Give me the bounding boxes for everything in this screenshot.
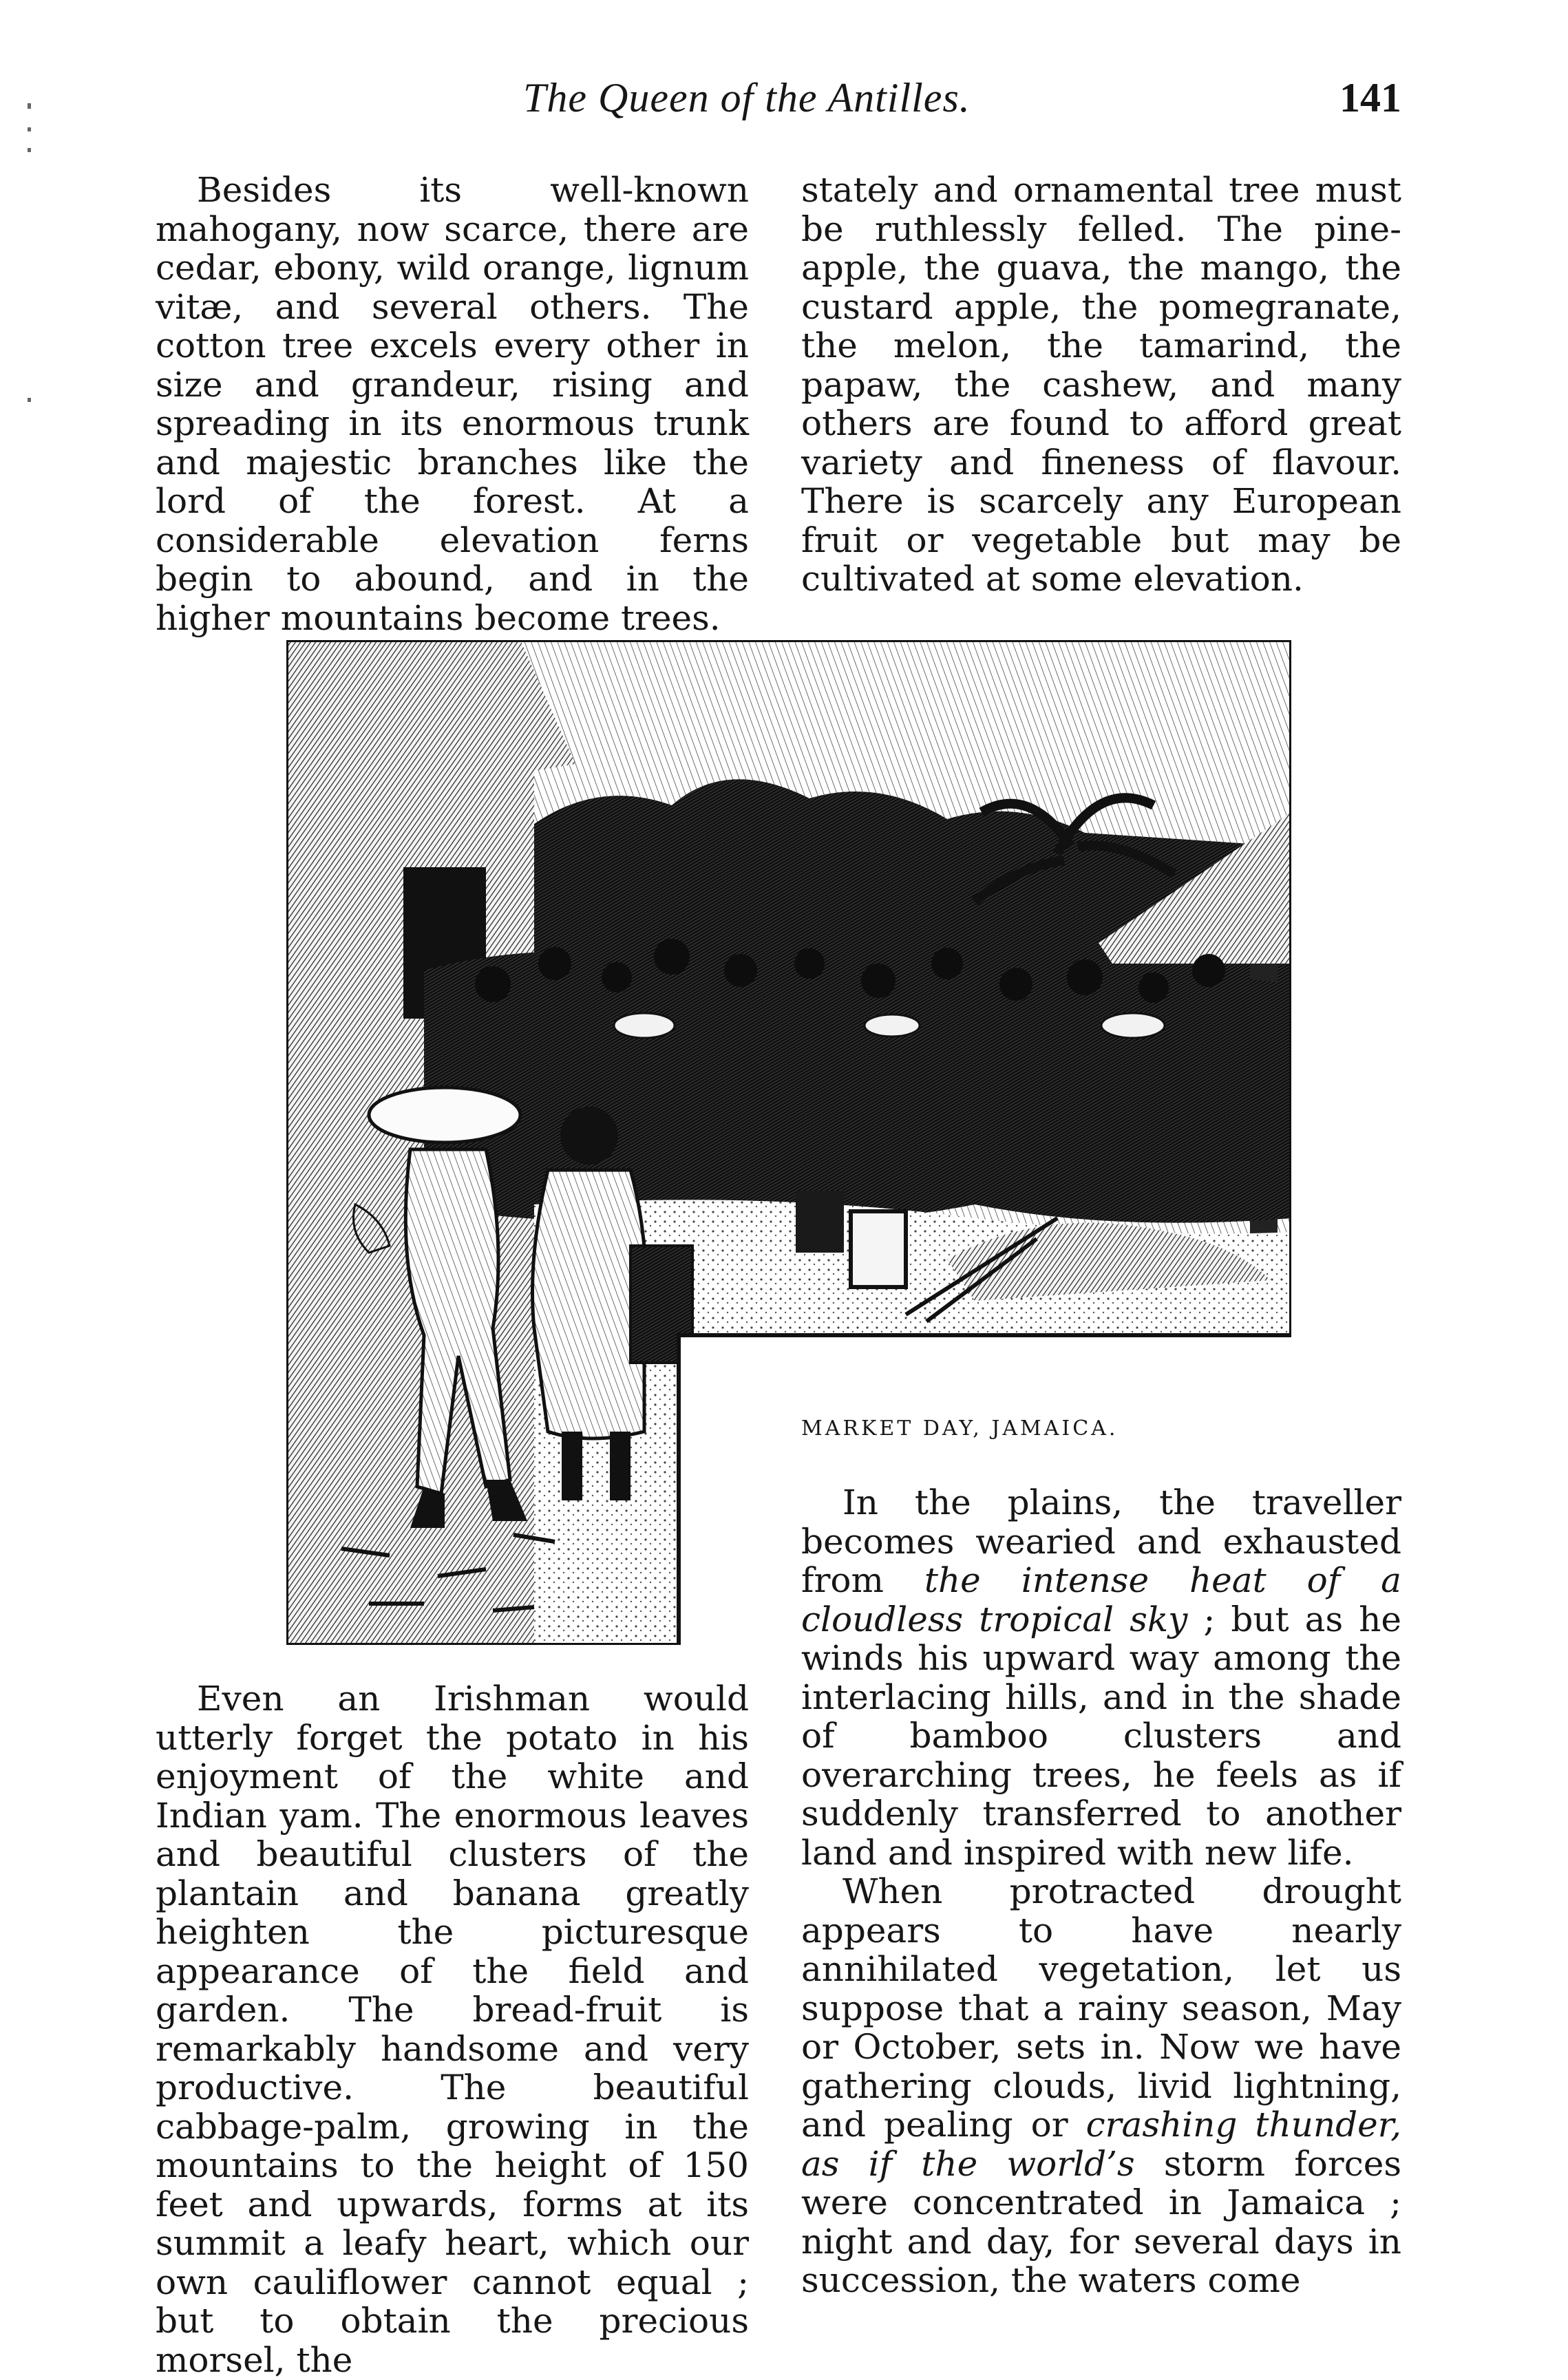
page-number: 141 [1339,75,1401,120]
paragraph [801,1872,1401,2300]
margin-mark [28,103,31,109]
margin-mark [28,398,31,402]
paragraph: Besides its well-known mahogany, now scarce, there are cedar, ebony, wild orange, lignum vitæ, and several others. The cotton tree excels every other in size and grandeur, rising and spreading in its enormous trunk and majestic branches like the lord of the forest. At a considerable elevation ferns begin to abound, and in the higher mountains become trees. [156,170,749,638]
running-header [0,74,1568,136]
paragraph: Even an Irishman would utterly forget the potato in his enjoyment of the white and Indian yam. The enormous leaves and beautiful clusters of the plantain and banana greatly heighten the picturesque appearance of the field and garden. The bread-fruit is remarkably handsome and very productive. The beautiful cabbage-palm, growing in the mountains to the height of 150 feet and upwards, forms at its summit a leafy heart, which our own cauliflower cannot equal ; but to obtain the precious morsel, the [156,1679,749,2380]
text-run: storm forces were concentrated in Jamaica ; night and day, for several days in succession, the waters come [801,2143,1401,2300]
text-run: ; but as he winds his upward way among the interlacing hills, and in the shade of bamboo clusters and overarching trees, he feels as if suddenly transferred to another land and inspired with new life. [801,1599,1401,1873]
margin-mark [28,127,31,131]
figure-caption: MARKET DAY, JAMAICA. [801,1416,1119,1441]
italic-run: the intense heat of a cloudless tropical sky [801,1560,1401,1639]
text-run: In the plains, the traveller becomes wearied and exhausted from [801,1483,1401,1600]
running-title: The Queen of the Antilles. [523,75,971,120]
column-top-right [801,171,1401,599]
paragraph: stately and ornamental tree must be ruthlessly felled. The pine-apple, the guava, the mango, the custard apple, the pomegranate, the melon, the tamarind, the papaw, the cashew, and many others are found to afford great variety and fineness of flavour. There is scarcely any European fruit or vegetable but may be cultivated at some elevation. [801,170,1401,599]
column-top-left [156,171,749,637]
margin-mark [28,148,31,152]
italic-run: crashing thunder, as if the world’s [801,2105,1401,2184]
column-bottom-right [801,1483,1401,2300]
column-bottom-left [156,1679,749,2379]
text-run: When protracted drought appears to have nearly annihilated vegetation, let us suppose that a rainy season, May or October, sets in. Now we have gathering clouds, livid lightning, and pealing or [801,1871,1401,2145]
paragraph [801,1483,1401,1872]
